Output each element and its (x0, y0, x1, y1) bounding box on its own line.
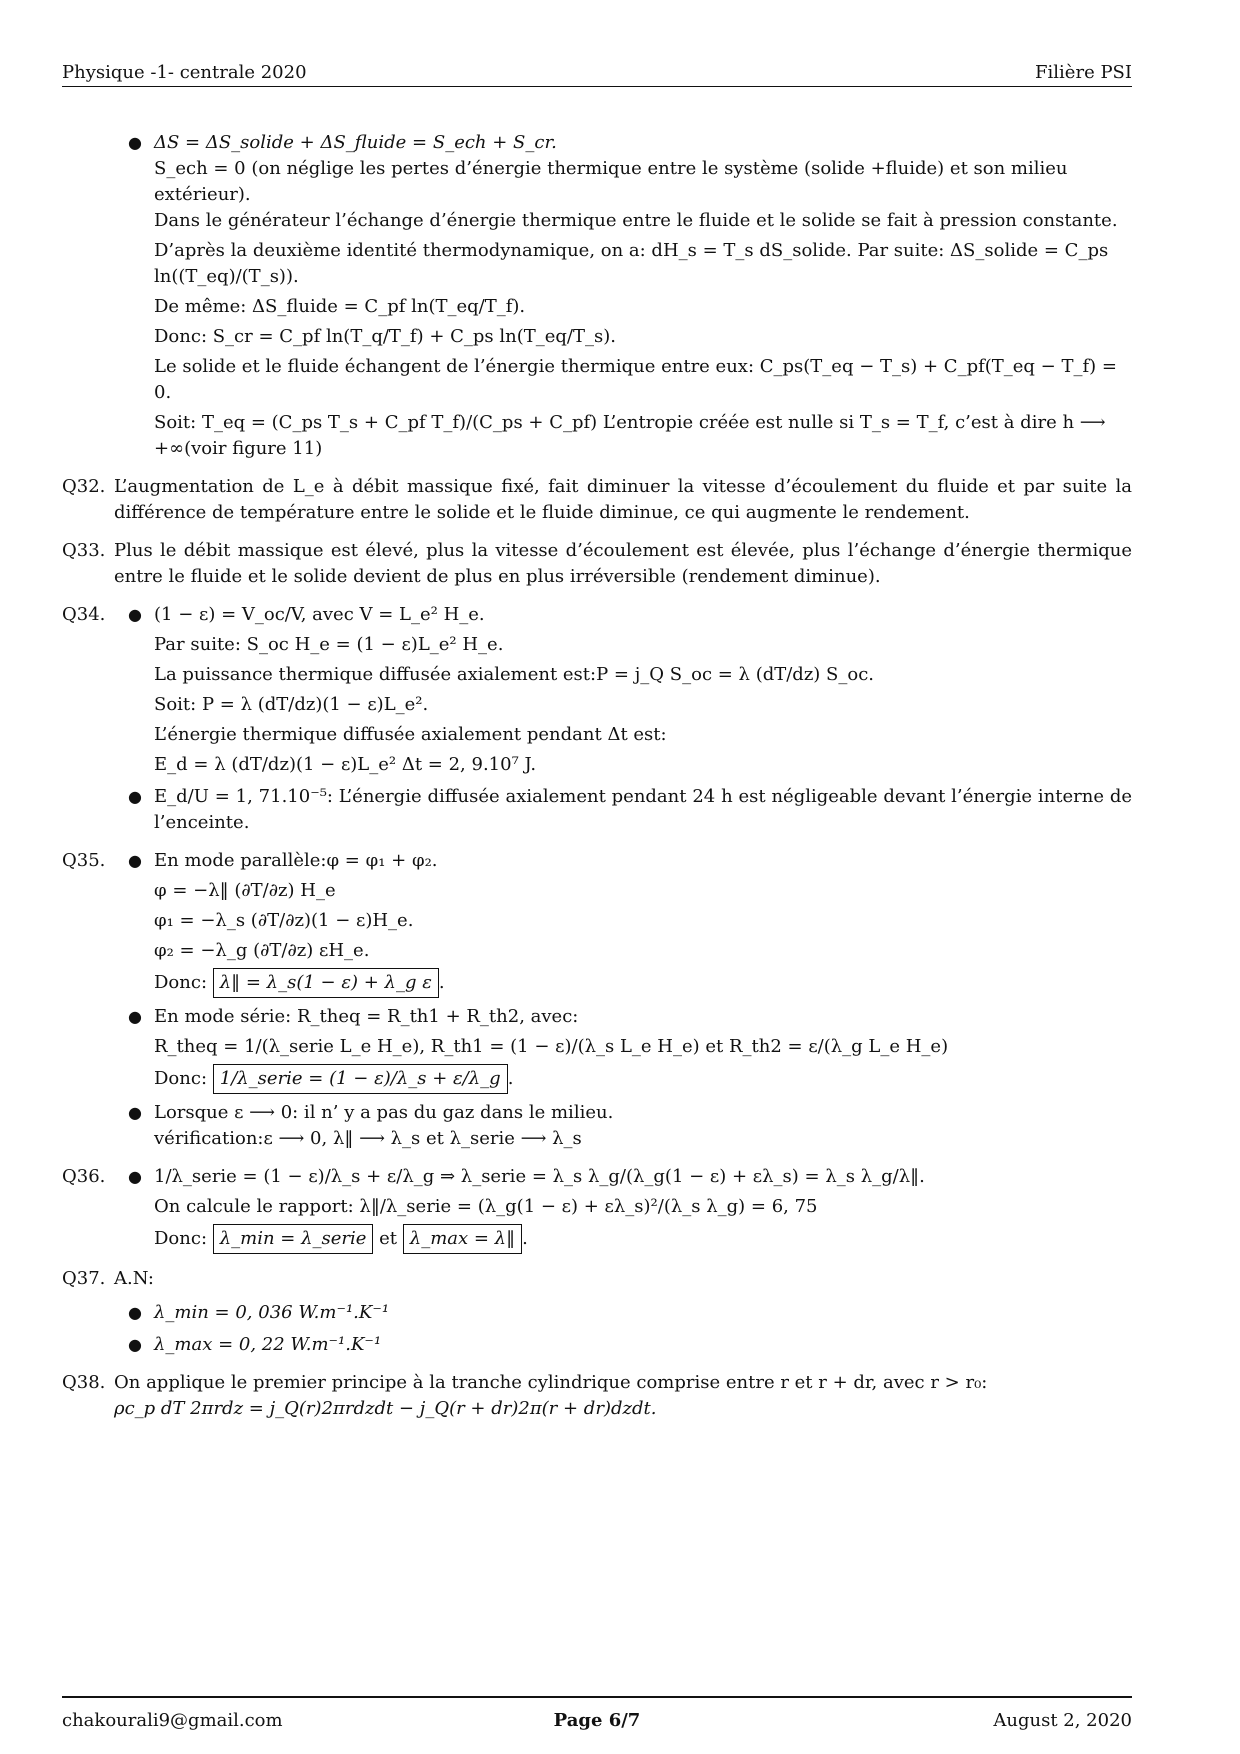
question-q33 (62, 538, 1132, 590)
conclusion-prefix: Donc: (154, 1228, 208, 1249)
intro-line: S_ech = 0 (on néglige les pertes d’énergie thermique entre le système (solide +fluide) et son milieu extérieur). (154, 158, 1068, 205)
question-text: L’augmentation de L_e à débit massique fixé, fait diminuer la vitesse d’écoulement du fluide et par suite la différence de température entre le solide et le fluide diminue, ce qui augmente le rendement. (114, 476, 1132, 523)
list-item (128, 1004, 1132, 1094)
intro-line: Le solide et le fluide échangent de l’énergie thermique entre eux: C_ps(T_eq − T_s) + C_pf(T_eq − T_f) = 0. (154, 356, 1117, 403)
answer-line: On applique le premier principe à la tranche cylindrique comprise entre r et r + dr, avec r > r₀: (114, 1372, 988, 1393)
answer-line: φ₁ = −λ_s (∂T/∂z)(1 − ε)H_e. (154, 910, 414, 931)
page-number: Page 6/7 (553, 1710, 641, 1731)
list-item (128, 784, 1132, 836)
list-item (128, 1332, 1132, 1358)
answer-conclusion: Donc: λ_min = λ_serie et λ_max = λ‖ . (154, 1224, 1132, 1254)
question-label: Q34. (62, 604, 106, 625)
list-item (128, 1300, 1132, 1326)
question-label: Q35. (62, 850, 106, 871)
boxed-result: λ_max = λ‖ (403, 1224, 522, 1254)
answer-line: E_d/U = 1, 71.10⁻⁵: L’énergie diffusée axialement pendant 24 h est négligeable devant l’énergie interne de l’enceinte. (154, 786, 1132, 833)
answer-line: L’énergie thermique diffusée axialement pendant Δt est: (154, 724, 667, 745)
answer-line: Lorsque ε ⟶ 0: il n’ y a pas du gaz dans le milieu. (154, 1102, 614, 1123)
header-left: Physique -1- centrale 2020 (62, 62, 307, 83)
question-label: Q36. (62, 1166, 106, 1187)
list-item (128, 130, 1132, 462)
answer-line: Soit: P = λ (dT/dz)(1 − ε)L_e². (154, 694, 429, 715)
question-q36 (62, 1164, 1132, 1254)
bullet-icon: ● (128, 851, 142, 870)
answer-line: (1 − ε) = V_oc/V, avec V = L_e² H_e. (154, 604, 485, 625)
intro-line: De même: ΔS_fluide = C_pf ln(T_eq/T_f). (154, 296, 526, 317)
header-right: Filière PSI (1035, 62, 1132, 83)
question-label: Q38. (62, 1372, 106, 1393)
answer-line: ρc_p dT 2πrdz = j_Q(r)2πrdzdt − j_Q(r + dr)2π(r + dr)dzdt. (114, 1398, 657, 1419)
bullet-icon: ● (128, 1335, 142, 1354)
bullet-icon: ● (128, 1007, 142, 1026)
list-item (128, 1100, 1132, 1152)
page-content (62, 130, 1132, 1434)
answer-line: En mode parallèle:φ = φ₁ + φ₂. (154, 850, 438, 871)
answer-line: On calcule le rapport: λ‖/λ_serie = (λ_g(1 − ε) + ελ_s)²/(λ_s λ_g) = 6, 75 (154, 1196, 818, 1217)
question-text: Plus le débit massique est élevé, plus la vitesse d’écoulement est élevée, plus l’échange d’énergie thermique entre le fluide et le solide devient de plus en plus irréversible (rendement diminue). (114, 540, 1132, 587)
answer-line: En mode série: R_theq = R_th1 + R_th2, avec: (154, 1006, 579, 1027)
answer-title: A.N: (114, 1268, 154, 1289)
bullet-icon: ● (128, 605, 142, 624)
list-item (128, 602, 1132, 778)
intro-line: Dans le générateur l’échange d’énergie thermique entre le fluide et le solide se fait à pression constante. (154, 210, 1118, 231)
list-item (128, 848, 1132, 998)
answer-conclusion: Donc: 1/λ_serie = (1 − ε)/λ_s + ε/λ_g . (154, 1064, 1132, 1094)
boxed-result: λ_min = λ_serie (213, 1224, 374, 1254)
answer-line: φ₂ = −λ_g (∂T/∂z) εH_e. (154, 940, 370, 961)
bullet-icon: ● (128, 1167, 142, 1186)
intro-line: Donc: S_cr = C_pf ln(T_q/T_f) + C_ps ln(T_eq/T_s). (154, 326, 616, 347)
answer-line: φ = −λ‖ (∂T/∂z) H_e (154, 880, 336, 901)
question-q38 (62, 1370, 1132, 1422)
footer-email: chakourali9@gmail.com (62, 1710, 283, 1731)
question-label: Q32. (62, 476, 106, 497)
list-item (128, 1164, 1132, 1254)
bullet-icon: ● (128, 1303, 142, 1322)
answer-line: vérification:ε ⟶ 0, λ‖ ⟶ λ_s et λ_serie ⟶ λ_s (154, 1128, 582, 1149)
header-rule (62, 86, 1132, 87)
answer-conclusion: Donc: λ‖ = λ_s(1 − ε) + λ_g ε . (154, 968, 1132, 998)
footer-date: August 2, 2020 (993, 1710, 1132, 1731)
answer-line: E_d = λ (dT/dz)(1 − ε)L_e² Δt = 2, 9.10⁷ J. (154, 754, 537, 775)
boxed-result: 1/λ_serie = (1 − ε)/λ_s + ε/λ_g (213, 1064, 508, 1094)
conclusion-joiner: et (379, 1228, 398, 1249)
conclusion-prefix: Donc: (154, 1068, 208, 1089)
intro-line: ΔS = ΔS_solide + ΔS_fluide = S_ech + S_cr. (154, 132, 557, 153)
question-q32 (62, 474, 1132, 526)
boxed-result: λ‖ = λ_s(1 − ε) + λ_g ε (213, 968, 439, 998)
question-label: Q37. (62, 1268, 106, 1289)
answer-line: Par suite: S_oc H_e = (1 − ε)L_e² H_e. (154, 634, 504, 655)
question-q34 (62, 602, 1132, 836)
bullet-icon: ● (128, 787, 142, 806)
bullet-icon: ● (128, 133, 142, 152)
answer-line: λ_min = 0, 036 W.m⁻¹.K⁻¹ (154, 1302, 390, 1323)
question-q35 (62, 848, 1132, 1152)
answer-line: λ_max = 0, 22 W.m⁻¹.K⁻¹ (154, 1334, 382, 1355)
answer-line: La puissance thermique diffusée axialement est:P = j_Q S_oc = λ (dT/dz) S_oc. (154, 664, 875, 685)
question-q37 (62, 1266, 1132, 1358)
intro-line: D’après la deuxième identité thermodynamique, on a: dH_s = T_s dS_solide. Par suite: ΔS_solide = C_ps ln((T_eq)/(T_s)). (154, 240, 1109, 287)
intro-line: Soit: T_eq = (C_ps T_s + C_pf T_f)/(C_ps + C_pf) L’entropie créée est nulle si T_s = T_f, c’est à dire h ⟶ +∞(voir figure 11) (154, 412, 1106, 459)
footer-rule (62, 1696, 1132, 1698)
question-label: Q33. (62, 540, 106, 561)
conclusion-prefix: Donc: (154, 972, 208, 993)
answer-line: R_theq = 1/(λ_serie L_e H_e), R_th1 = (1 − ε)/(λ_s L_e H_e) et R_th2 = ε/(λ_g L_e H_e) (154, 1036, 949, 1057)
answer-line: 1/λ_serie = (1 − ε)/λ_s + ε/λ_g ⇒ λ_serie = λ_s λ_g/(λ_g(1 − ε) + ελ_s) = λ_s λ_g/λ‖. (154, 1166, 925, 1187)
bullet-icon: ● (128, 1103, 142, 1122)
intro-block (62, 130, 1132, 462)
